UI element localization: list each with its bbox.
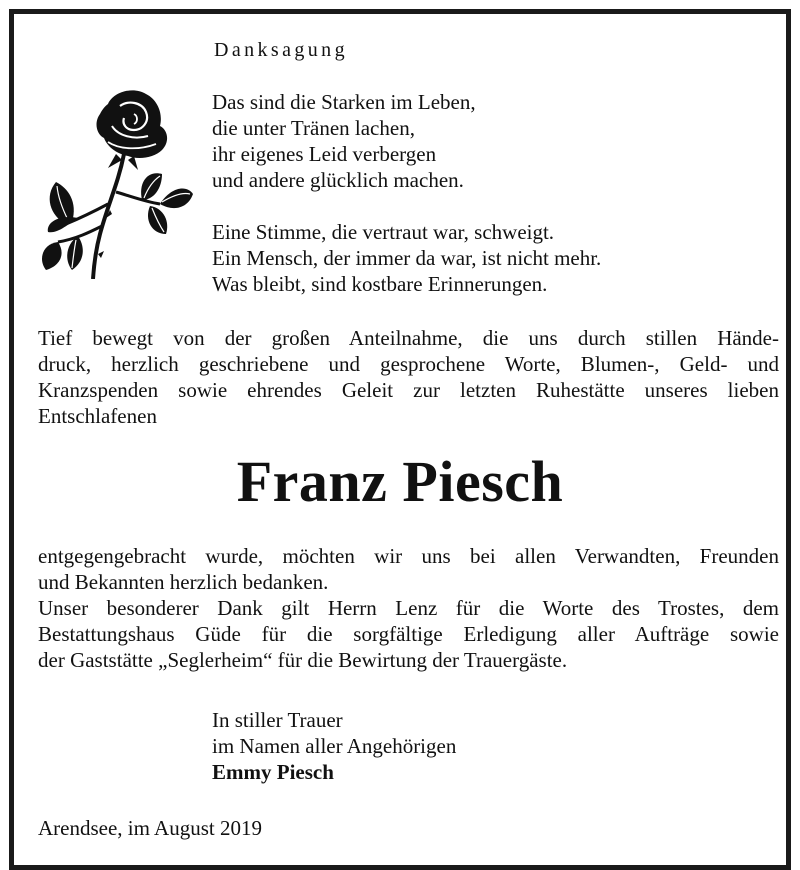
thanks-paragraph-special — [38, 595, 779, 673]
notice-heading: Danksagung — [214, 39, 348, 61]
signature-line: im Namen aller Angehörigen — [212, 734, 457, 758]
poem-line: die unter Tränen lachen, — [212, 116, 415, 140]
paragraph-line: und Bekannten herzlich bedanken. — [38, 570, 329, 594]
place-date: Arendsee, im August 2019 — [38, 816, 262, 840]
poem-line: und andere glücklich machen. — [212, 168, 464, 192]
signature-block — [212, 707, 456, 785]
paragraph-line: entgegengebracht wurde, möchten wir uns bei allen Verwandten, Freunden — [38, 544, 779, 568]
notice-frame — [9, 9, 791, 870]
signature-line: In stiller Trauer — [212, 708, 343, 732]
paragraph-line: Tief bewegt von der großen Anteilnahme, die uns durch stillen Hände- — [38, 326, 779, 350]
deceased-name: Franz Piesch — [236, 449, 564, 514]
paragraph-line: Unser besonderer Dank gilt Herrn Lenz für die Worte des Trostes, dem — [38, 596, 779, 620]
poem-stanza-1 — [212, 89, 476, 193]
signer-name: Emmy Piesch — [212, 760, 334, 784]
poem-line: Was bleibt, sind kostbare Erinnerungen. — [212, 272, 548, 296]
poem-line: Eine Stimme, die vertraut war, schweigt. — [212, 220, 555, 244]
thanks-paragraph-intro — [38, 325, 779, 429]
rose-icon — [38, 84, 193, 279]
paragraph-line: druck, herzlich geschriebene und gesprochene Worte, Blumen-, Geld- und — [38, 352, 779, 376]
poem-stanza-2 — [212, 219, 601, 297]
paragraph-line: Kranzspenden sowie ehrendes Geleit zur letzten Ruhestätte unseres lieben — [38, 378, 779, 402]
poem-line: Ein Mensch, der immer da war, ist nicht mehr. — [212, 246, 602, 270]
paragraph-line: der Gaststätte „Seglerheim“ für die Bewirtung der Trauergäste. — [38, 648, 568, 672]
poem-line: ihr eigenes Leid verbergen — [212, 142, 437, 166]
paragraph-line: Bestattungshaus Güde für die sorgfältige Erledigung aller Aufträge sowie — [38, 622, 779, 646]
thanks-paragraph-main — [38, 543, 779, 595]
paragraph-line: Entschlafenen — [38, 404, 157, 428]
poem-line: Das sind die Starken im Leben, — [212, 90, 476, 114]
